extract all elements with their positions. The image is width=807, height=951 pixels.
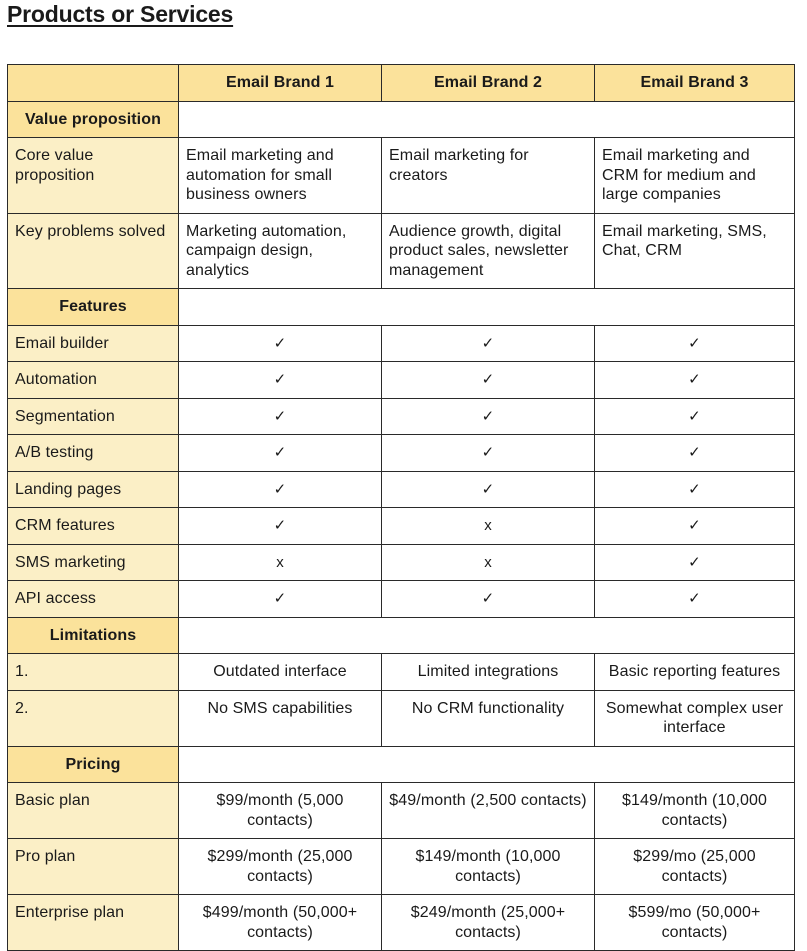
feature-mark: ✓ [179,325,382,362]
table-cell: $299/month (25,000 contacts) [179,839,382,895]
feature-mark: ✓ [382,362,595,399]
feature-mark: ✓ [179,471,382,508]
section-spacer [179,617,795,654]
table-row [8,690,795,746]
feature-mark: ✓ [179,508,382,545]
page-title: Products or Services [7,1,234,27]
table-cell: Email marketing and automation for small business owners [179,138,382,214]
section-spacer [179,746,795,783]
row-label: CRM features [8,508,179,545]
row-label: SMS marketing [8,544,179,581]
feature-mark: ✓ [179,362,382,399]
table-row [8,435,795,472]
row-label: Enterprise plan [8,895,179,951]
table-cell: $149/month (10,000 contacts) [382,839,595,895]
table-row [8,508,795,545]
table-row [8,471,795,508]
feature-mark: ✓ [382,398,595,435]
feature-mark: ✓ [595,435,795,472]
row-label: Key problems solved [8,213,179,289]
table-cell: $99/month (5,000 contacts) [179,783,382,839]
section-label-pricing: Pricing [8,746,179,783]
table-row [8,895,795,951]
table-cell: $49/month (2,500 contacts) [382,783,595,839]
table-row [8,325,795,362]
table-cell: Basic reporting features [595,654,795,691]
row-label: 2. [8,690,179,746]
table-cell: $599/mo (50,000+ contacts) [595,895,795,951]
row-label: API access [8,581,179,618]
row-label: Pro plan [8,839,179,895]
table-cell: Limited integrations [382,654,595,691]
feature-mark: ✓ [595,398,795,435]
feature-mark: ✓ [382,471,595,508]
table-cell: Email marketing, SMS, Chat, CRM [595,213,795,289]
table-cell: Marketing automation, campaign design, analytics [179,213,382,289]
table-cell: Outdated interface [179,654,382,691]
table-row [8,398,795,435]
row-label: 1. [8,654,179,691]
section-spacer [179,289,795,326]
table-cell: Email marketing for creators [382,138,595,214]
section-label-features: Features [8,289,179,326]
feature-mark: ✓ [179,435,382,472]
table-cell: $249/month (25,000+ contacts) [382,895,595,951]
table-row [8,783,795,839]
brand-1-header: Email Brand 1 [179,65,382,102]
table-row [8,138,795,214]
section-row-features [8,289,795,326]
table-cell: $299/mo (25,000 contacts) [595,839,795,895]
row-label: Basic plan [8,783,179,839]
section-label-value-proposition: Value proposition [8,101,179,138]
table-row [8,654,795,691]
feature-mark: x [382,508,595,545]
feature-mark: ✓ [595,325,795,362]
section-row-pricing [8,746,795,783]
table-row [8,839,795,895]
feature-mark: ✓ [595,581,795,618]
table-row [8,362,795,399]
feature-mark: ✓ [179,398,382,435]
feature-mark: ✓ [382,325,595,362]
table-cell: Somewhat complex user interface [595,690,795,746]
feature-mark: x [179,544,382,581]
feature-mark: ✓ [595,362,795,399]
section-label-limitations: Limitations [8,617,179,654]
table-row [8,213,795,289]
feature-mark: ✓ [382,435,595,472]
row-label: Landing pages [8,471,179,508]
row-label: Segmentation [8,398,179,435]
table-row [8,581,795,618]
table-cell: Audience growth, digital product sales, newsletter management [382,213,595,289]
section-spacer [179,101,795,138]
comparison-table [7,64,795,951]
row-label: Core value proposition [8,138,179,214]
table-cell: No CRM functionality [382,690,595,746]
row-label: Email builder [8,325,179,362]
section-row-limitations [8,617,795,654]
feature-mark: x [382,544,595,581]
section-row-value-proposition [8,101,795,138]
feature-mark: ✓ [179,581,382,618]
brand-3-header: Email Brand 3 [595,65,795,102]
brand-header-row [8,65,795,102]
table-cell: $499/month (50,000+ contacts) [179,895,382,951]
row-label: A/B testing [8,435,179,472]
table-cell: Email marketing and CRM for medium and large companies [595,138,795,214]
feature-mark: ✓ [595,508,795,545]
table-cell: No SMS capabilities [179,690,382,746]
brand-2-header: Email Brand 2 [382,65,595,102]
feature-mark: ✓ [595,471,795,508]
feature-mark: ✓ [595,544,795,581]
table-row [8,544,795,581]
feature-mark: ✓ [382,581,595,618]
row-label: Automation [8,362,179,399]
table-cell: $149/month (10,000 contacts) [595,783,795,839]
corner-cell [8,65,179,102]
